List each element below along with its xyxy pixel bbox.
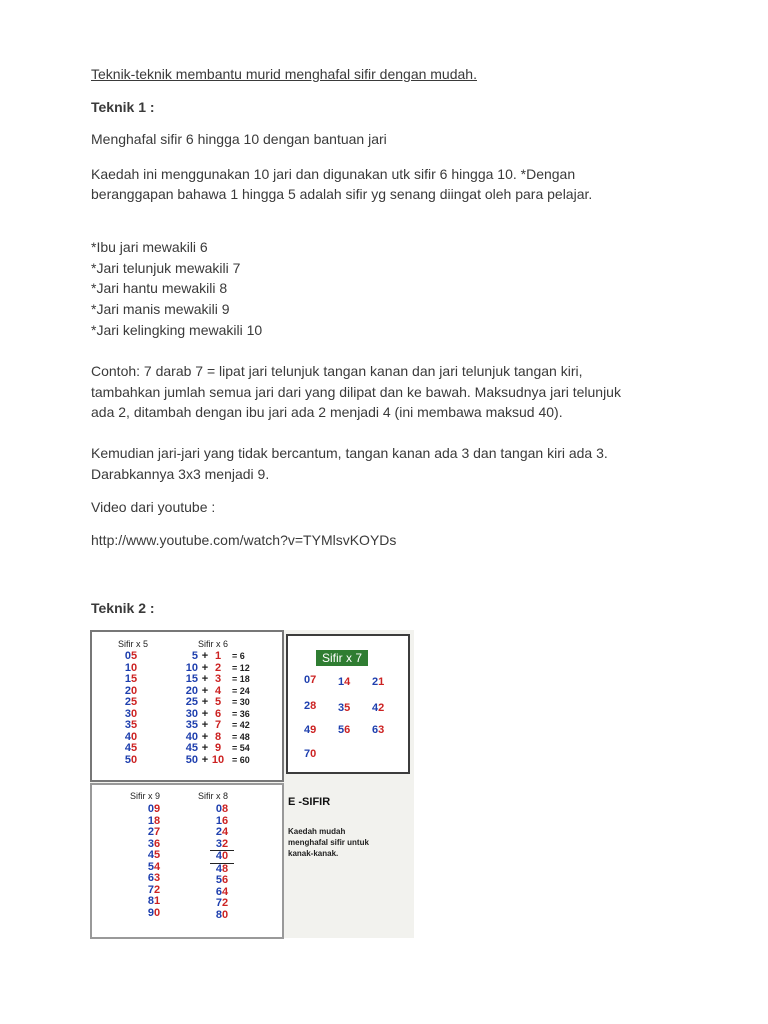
- sifir-5-value: 15: [124, 673, 138, 685]
- sifir-6-a-value: 25: [185, 696, 198, 708]
- teknik-2-heading: Teknik 2 :: [91, 600, 155, 616]
- esifir-desc: Kaedah mudah: [288, 827, 346, 836]
- kemudian-paragraph-line: Kemudian jari-jari yang tidak bercantum, tangan kanan ada 3 dan tangan kiri ada 3.: [91, 445, 608, 461]
- sifir-9-column: [142, 804, 166, 919]
- contoh-paragraph-line: Contoh: 7 darab 7 = lipat jari telunjuk tangan kanan dan jari telunjuk tangan kiri,: [91, 363, 583, 379]
- finger-list-item: *Jari kelingking mewakili 10: [91, 322, 263, 338]
- sifir-6-a-value: 15: [185, 673, 198, 685]
- sifir-6-column-a: [176, 651, 198, 766]
- sifir-9-value: 72: [147, 883, 161, 896]
- sifir-7-value: 42: [372, 702, 385, 714]
- sifir-6-results: [232, 651, 264, 766]
- sifir-5-label: Sifir x 5: [118, 639, 149, 649]
- sifir-6-result: = 6: [232, 651, 245, 661]
- sifir-5-value: 30: [124, 707, 138, 720]
- esifir-title: E -SIFIR: [288, 796, 331, 808]
- sifir-8-value: 64: [215, 885, 229, 898]
- esifir-desc: menghafal sifir untuk: [288, 838, 369, 847]
- sifir-6-a-value: 5: [191, 650, 198, 662]
- sifir-7-value: 21: [372, 676, 385, 688]
- sifir-6-result: = 12: [232, 662, 250, 673]
- sifir-5-value: 10: [124, 661, 138, 674]
- contoh-paragraph-line: ada 2, ditambah dengan ibu jari ada 2 menjadi 4 (ini membawa maksud 40).: [91, 404, 563, 420]
- sifir-5-value: 25: [124, 696, 138, 708]
- esifir-desc: kanak-kanak.: [288, 849, 339, 858]
- sifir-7-value: 28: [304, 700, 317, 712]
- sifir-5-value: 40: [124, 730, 138, 743]
- sifir-9-value: 27: [147, 826, 161, 838]
- sifir-5-column: [118, 651, 144, 766]
- sifir-9-label: Sifir x 9: [130, 791, 161, 801]
- sifir-6-result: = 30: [232, 697, 250, 707]
- video-link[interactable]: http://www.youtube.com/watch?v=TYMlsvKOYDs: [91, 532, 397, 548]
- sifir-9-value: 90: [147, 906, 161, 919]
- finger-list-item: *Jari manis mewakili 9: [91, 301, 230, 317]
- sifir-9-value: 81: [147, 895, 161, 907]
- sifir-6-result: = 24: [232, 685, 250, 696]
- sifir-8-column: [210, 804, 234, 921]
- sifir-6-b-value: 8: [214, 730, 222, 743]
- sifir-6-a-value: 45: [185, 742, 198, 754]
- sifir-7-value: 14: [338, 676, 351, 688]
- document-title: Teknik-teknik membantu murid menghafal sifir dengan mudah.: [91, 66, 477, 82]
- sifir-7-value: 63: [372, 724, 385, 736]
- sifir-9-value: 18: [147, 814, 161, 827]
- finger-list-item: *Jari telunjuk mewakili 7: [91, 260, 241, 276]
- sifir-8-value: 32: [215, 837, 229, 850]
- sifir-6-column-b: [210, 651, 226, 766]
- sifir-image: [90, 630, 414, 938]
- sifir-6-result: = 18: [232, 674, 250, 684]
- sifir-6-result: = 54: [232, 743, 250, 753]
- sifir-9-value: 63: [147, 872, 161, 884]
- sifir-7-value: 07: [304, 674, 317, 686]
- sifir-7-value: 70: [304, 748, 317, 760]
- sifir-6-result: = 48: [232, 731, 250, 742]
- sifir-6-b-value: 7: [214, 719, 222, 731]
- sifir-6-b-value: 5: [214, 696, 222, 708]
- sifir-6-b-value: 4: [214, 684, 222, 697]
- sifir-5-6-panel: [90, 630, 284, 782]
- sifir-6-b-value: 6: [214, 707, 222, 720]
- sifir-8-label: Sifir x 8: [198, 791, 229, 801]
- sifir-5-value: 35: [124, 719, 138, 731]
- sifir-9-value: 09: [147, 803, 161, 815]
- teknik-1-paragraph-line: Kaedah ini menggunakan 10 jari dan digunakan utk sifir 6 hingga 10. *Dengan: [91, 166, 576, 182]
- sifir-7-label: Sifir x 7: [316, 650, 368, 666]
- sifir-6-b-value: 2: [214, 661, 222, 674]
- sifir-6-result: = 42: [232, 720, 250, 730]
- sifir-9-value: 54: [147, 860, 161, 873]
- sifir-6-a-value: 20: [185, 684, 198, 697]
- sifir-6-b-value: 1: [214, 650, 222, 662]
- sifir-6-b-value: 3: [214, 673, 222, 685]
- sifir-8-value: 08: [215, 803, 229, 815]
- sifir-6-result: = 36: [232, 708, 250, 719]
- sifir-7-value: 49: [304, 724, 317, 736]
- sifir-8-value: 56: [215, 874, 229, 886]
- kemudian-paragraph-line: Darabkannya 3x3 menjadi 9.: [91, 466, 270, 482]
- sifir-8-value: 16: [215, 814, 229, 827]
- sifir-9-value: 36: [147, 837, 161, 850]
- sifir-6-a-value: 40: [185, 730, 198, 743]
- sifir-6-b-value: 10: [211, 753, 225, 766]
- sifir-6-a-value: 30: [185, 707, 198, 720]
- sifir-6-label: Sifir x 6: [198, 639, 229, 649]
- teknik-1-heading: Teknik 1 :: [91, 99, 155, 115]
- video-label: Video dari youtube :: [91, 499, 216, 515]
- teknik-1-subtitle: Menghafal sifir 6 hingga 10 dengan bantuan jari: [91, 131, 387, 147]
- sifir-6-a-value: 50: [185, 753, 198, 766]
- sifir-5-value: 45: [124, 742, 138, 754]
- sifir-5-value: 05: [124, 650, 138, 662]
- finger-list-item: *Ibu jari mewakili 6: [91, 239, 208, 255]
- sifir-9-8-panel: [90, 783, 284, 939]
- sifir-6-result: = 60: [232, 754, 250, 765]
- sifir-8-value: 40: [210, 850, 234, 863]
- sifir-8-value: 24: [215, 826, 229, 838]
- sifir-6-a-value: 10: [185, 661, 198, 674]
- sifir-7-value: 35: [338, 702, 351, 714]
- plus-column: + + + + + + + + + +: [201, 650, 209, 766]
- sifir-5-value: 20: [124, 684, 138, 697]
- finger-list-item: *Jari hantu mewakili 8: [91, 280, 228, 296]
- sifir-9-value: 45: [147, 849, 161, 861]
- teknik-1-paragraph-line: beranggapan bahawa 1 hingga 5 adalah sifir yg senang diingat oleh para pelajar.: [91, 186, 593, 202]
- sifir-6-b-value: 9: [214, 742, 222, 754]
- sifir-5-value: 50: [124, 753, 138, 766]
- sifir-6-a-value: 35: [185, 719, 198, 731]
- sifir-7-panel: [286, 634, 410, 774]
- sifir-8-value: 72: [215, 897, 229, 909]
- sifir-8-value: 80: [215, 908, 229, 921]
- sifir-8-value: 48: [210, 863, 234, 876]
- contoh-paragraph-line: tambahkan jumlah semua jari dari yang dilipat dan ke bawah. Maksudnya jari telunjuk: [91, 384, 621, 400]
- sifir-7-value: 56: [338, 724, 351, 736]
